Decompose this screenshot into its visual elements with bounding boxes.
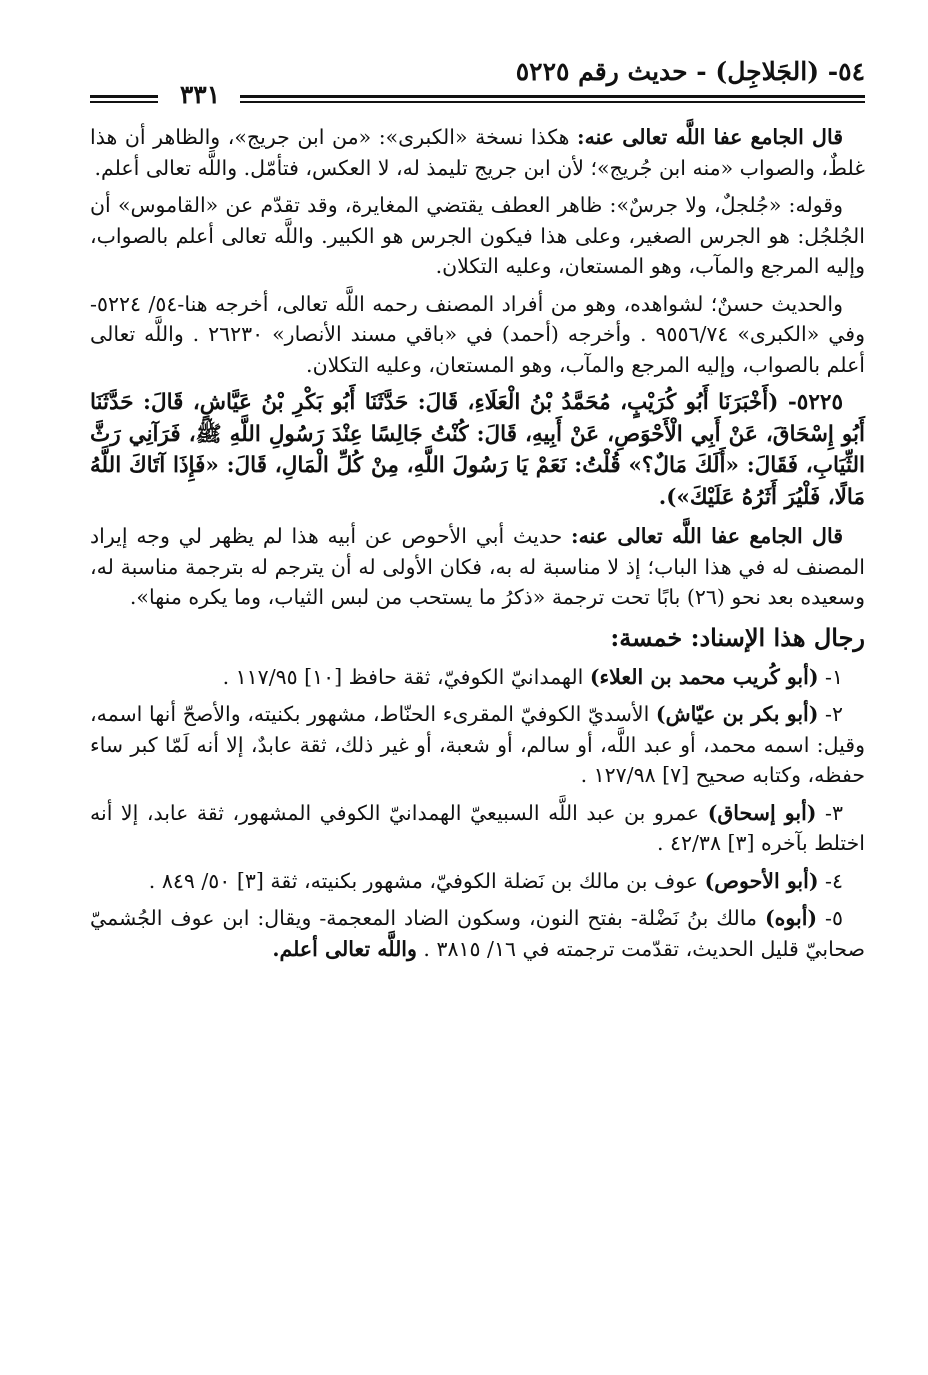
rule-line	[90, 101, 158, 103]
narrator-name: (أبوه)	[764, 906, 818, 930]
section-heading: رجال هذا الإسناد: خمسة:	[610, 622, 865, 652]
narrator-name: (أبو بكر بن عيّاش)	[655, 702, 819, 726]
paragraph-commentary-2: وقوله: «جُلجلٌ، ولا جرسٌ»: ظاهر العطف يقتضي المغايرة، وقد تقدّم عن «القاموس» أن الجُلجُل: هو الجرس الصغير، وعلى هذا فيكون الجرس هو الكبير. واللَّه تعالى أعلم بالصواب، وإليه المرجع والمآب، وهو المستعان، وعليه التكلان.	[90, 193, 865, 278]
page-number: ٣٣١	[179, 80, 221, 109]
paragraph-commentary-4	[90, 521, 865, 613]
narrator-entry	[90, 699, 865, 791]
narrator-entry	[90, 903, 865, 964]
narrator-entry	[90, 866, 865, 897]
narrator-description: الأسديّ الكوفيّ المقرىء الحنّاط، مشهور بكنيته، والأصحّ أنها اسمه، وقيل: اسمه محمد، أو عبد اللَّه، أو سالم، أو شعبة، أو غير ذلك، ثقة عابدٌ، إلا أنه لَمّا كبر ساء حفظه، وكتابه صحيح [٧] ١٢٧/٩٨ .	[90, 702, 865, 787]
narrator-description: الهمدانيّ الكوفيّ، ثقة حافظ [١٠] ١١٧/٩٥ .	[222, 664, 590, 689]
rule-line	[240, 95, 865, 98]
page-body	[90, 122, 865, 971]
narrator-entry	[90, 662, 865, 693]
narrator-number: ٥-	[817, 906, 843, 930]
paragraph-text: هكذا نسخة «الكبرى»: «من ابن جريج»، والظاهر أن هذا غلطٌ، والصواب «منه ابن جُريج»؛ لأن ابن جريج تليمذ له، لا العكس، فتأمّل. واللَّه تعالى أعلم.	[90, 125, 865, 180]
paragraph-lead: قال الجامع عفا اللَّه تعالى عنه:	[571, 524, 843, 548]
narrator-description: مالك بنُ نَضْلة- بفتح النون، وسكون الضاد المعجمة- ويقال: ابن عوف الجُشميّ صحابيّ قليل الحديث، تقدّمت ترجمته في ١٦/ ٣٨١٥ .	[90, 906, 865, 961]
running-head-title: ٥٤- (الجَلاجِل) - حديث رقم ٥٢٢٥	[515, 57, 865, 86]
narrator-description: عمرو بن عبد اللَّه السبيعيّ الهمدانيّ الكوفي المشهور، ثقة عابد، إلا أنه اختلط بآخره [٣] ٤٢/٣٨ .	[90, 800, 865, 855]
narrator-number: ٢-	[818, 702, 843, 726]
narrator-name: (أبو الأحوص)	[704, 868, 819, 893]
rule-line	[240, 101, 865, 103]
narrator-description: عوف بن مالك بن نَضلة الكوفيّ، مشهور بكنيته، ثقة [٣] ٥٠/ ٨٤٩ .	[148, 868, 705, 893]
narrator-number: ٤-	[818, 868, 843, 893]
narrator-number: ٣-	[816, 800, 843, 825]
paragraph-commentary-3: والحديث حسنٌ؛ لشواهده، وهو من أفراد المصنف رحمه اللَّه تعالى، أخرجه هنا-٥٤/ ٥٢٢٤- وفي «الكبرى» ٩٥٥٦/٧٤ . وأخرجه (أحمد) في «باقي مسند الأنصار» ٢٦٢٣٠ . واللَّه تعالى أعلم بالصواب، وإليه المرجع والمآب، وهو المستعان، وعليه التكلان.	[90, 291, 866, 377]
header-rule	[90, 80, 865, 116]
narrator-entry	[90, 798, 865, 859]
narrator-name: (أبو إسحاق)	[707, 800, 817, 825]
book-page	[90, 40, 865, 1340]
paragraph-lead: قال الجامع عفا اللَّه تعالى عنه:	[577, 125, 843, 149]
paragraph-commentary-1	[90, 122, 865, 183]
paragraph-text: حديث أبي الأحوص عن أبيه هذا لم يظهر لي وجه إيراد المصنف له في هذا الباب؛ إذ لا مناسبة له به، فكان الأولى له أن يترجم له بترجمة مناسبة له، وسعيده بعد نحو (٢٦) بابًا تحت ترجمة «ذكرُ ما يستحب من لبس الثياب، وما يكره منها».	[90, 524, 865, 609]
narrator-name: (أبو كُريب محمد بن العلاء)	[589, 664, 819, 689]
hadith-text: ٥٢٢٥- (أَخْبَرَنَا أَبُو كُرَيْبٍ، مُحَمَّدُ بْنُ الْعَلَاءِ، قَالَ: حَدَّثَنَا أَبُو بَكْرِ بْنُ عَيَّاشٍ، قَالَ: حَدَّثَنَا أَبُو إِسْحَاقَ، عَنْ أَبِي الْأَحْوَصِ، عَنْ أَبِيهِ، قَالَ: كُنْتُ جَالِسًا عِنْدَ رَسُولِ اللَّهِ ﷺ، فَرَآنِي رَثَّ الثِّيَابِ، فَقَالَ: «أَلَكَ مَالٌ؟» قُلْتُ: نَعَمْ يَا رَسُولَ اللَّهِ، مِنْ كُلِّ الْمَالِ، قَالَ: «فَإِذَا آتَاكَ اللَّهُ مَالًا، فَلْيُرَ أَثَرُهُ عَلَيْكَ»).	[90, 390, 865, 510]
rule-line	[90, 95, 158, 98]
narrator-number: ١-	[818, 664, 843, 689]
closing-phrase: واللَّه تعالى أعلم.	[272, 936, 417, 961]
